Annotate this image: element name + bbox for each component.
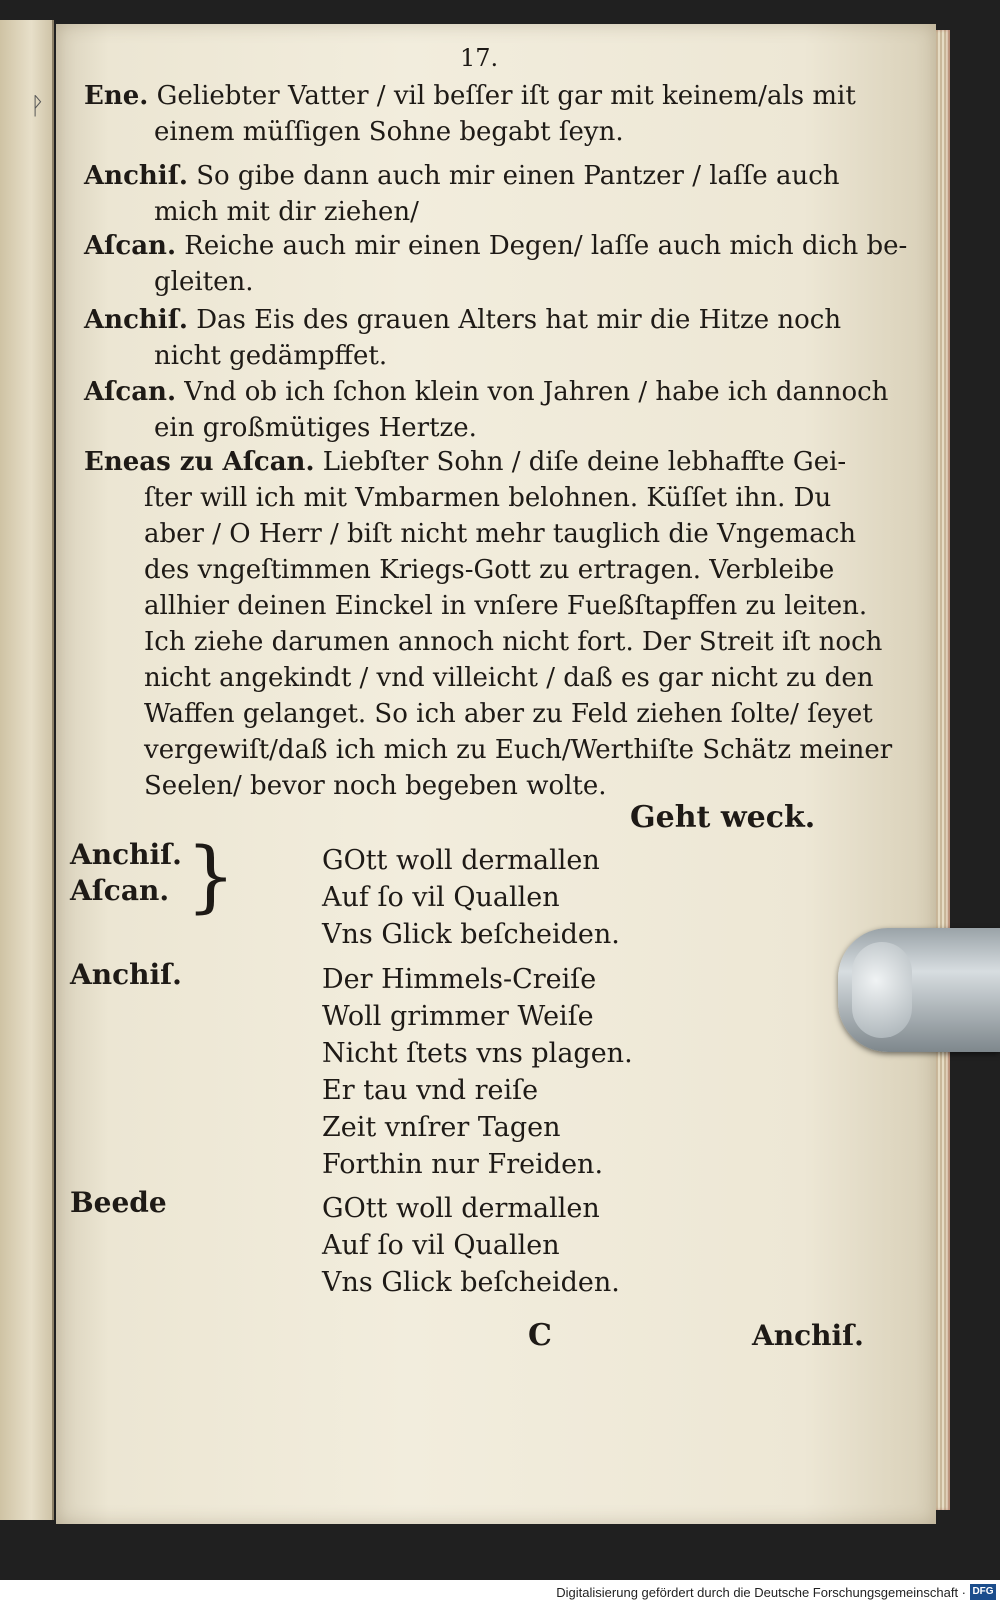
dialogue-line [84,78,856,114]
page-number: 17. [460,44,499,72]
facing-page-mark: ᚹ [30,92,45,120]
dialogue-line [154,114,624,150]
dialogue-text: aber / O Herr / biſt nicht mehr tauglich die Vngemach [144,519,857,549]
signature-mark: C [528,1318,552,1353]
dialogue-line [144,696,873,732]
verse-speaker: Anchiſ. [70,958,182,991]
dialogue-text: ein großmütiges Hertze. [154,413,477,443]
dialogue-line [144,660,873,696]
dialogue-text: mich mit dir ziehen/ [154,197,419,227]
dialogue-text: vergewiſt/daß ich mich zu Euch/Werthiſte Schätz meiner [144,735,893,765]
verse-line: Nicht ſtets vns plagen. [322,1038,633,1069]
dialogue-text: Reiche auch mir einen Degen/ laſſe auch mich dich be- [184,231,908,261]
verse-line: Woll grimmer Weiſe [322,1001,594,1032]
dialogue-line [144,588,867,624]
dialogue-text: allhier deinen Einckel in vnſere Fueßſtapffen zu leiten. [144,591,868,621]
dialogue-line [144,732,892,768]
dialogue-text: So gibe dann auch mir einen Pantzer / laſſe auch [196,161,840,191]
verse-line: Zeit vnſrer Tagen [322,1112,561,1143]
dialogue-line [154,264,254,300]
dialogue-line [84,228,907,264]
verse-line: Vns Glick beſcheiden. [322,1267,620,1298]
dialogue-line [154,410,477,446]
page-edge-stack [936,30,950,1510]
dialogue-text: gleiten. [154,267,254,297]
dialogue-line [144,768,607,804]
dialogue-line [144,552,834,588]
dialogue-text: Ich ziehe darumen annoch nicht fort. Der Streit iſt noch [144,627,883,657]
dialogue-text: Vnd ob ich ſchon klein von Jahren / habe ich dannoch [184,377,889,407]
page-clip [838,928,1000,1052]
facing-page-edge [0,20,54,1520]
catchword: Anchiſ. [752,1319,864,1352]
verse-line: Auf ſo vil Quallen [322,1230,560,1261]
dialogue-text: des vngeſtimmen Kriegs-Gott zu ertragen. Verbleibe [144,555,835,585]
dialogue-line [84,444,846,480]
dialogue-line [84,158,840,194]
verse-speaker: Aſcan. [70,874,170,907]
speaker-name: Anchiſ. [84,161,188,191]
clip-rivet [852,942,912,1038]
speaker-brace: } [186,832,236,922]
dialogue-line [144,480,831,516]
verse-line: Auf ſo vil Quallen [322,882,560,913]
dialogue-text: einem müſſigen Sohne begabt ſeyn. [154,117,624,147]
verse-line: Der Himmels-Creiſe [322,964,597,995]
speaker-name: Eneas zu Aſcan. [84,447,315,477]
dialogue-text: Liebſter Sohn / diſe deine lebhaffte Gei- [322,447,847,477]
verse-line: Forthin nur Freiden. [322,1149,604,1180]
dialogue-line [144,624,882,660]
verse-speaker: Anchiſ. [70,838,182,871]
dialogue-line [84,374,888,410]
verse-line: GOtt woll dermallen [322,1193,600,1224]
funding-note: Digitalisierung gefördert durch die Deutsche Forschungsgemeinschaft · [556,1585,966,1600]
dialogue-text: nicht gedämpffet. [154,341,388,371]
dialogue-text: Geliebter Vatter / vil beſſer iſt gar mit keinem/als mit [156,81,856,111]
speaker-name: Aſcan. [84,377,176,407]
dialogue-text: Waffen gelanget. So ich aber zu Feld ziehen ſolte/ ſeyet [144,699,873,729]
verse-line: Er tau vnd reiſe [322,1075,539,1106]
verse-line: GOtt woll dermallen [322,845,600,876]
dialogue-text: ſter will ich mit Vmbarmen belohnen. Küſſet ihn. Du [144,483,832,513]
verse-speaker: Beede [70,1186,167,1219]
verse-line: Vns Glick beſcheiden. [322,919,620,950]
dialogue-text: Seelen/ bevor noch begeben wolte. [144,771,607,801]
dialogue-text: Das Eis des grauen Alters hat mir die Hitze noch [196,305,842,335]
stage-direction: Geht weck. [630,800,816,835]
speaker-name: Ene. [84,81,149,111]
dialogue-line [84,302,841,338]
speaker-name: Aſcan. [84,231,176,261]
dialogue-line [154,194,419,230]
dialogue-text: nicht angekindt / vnd villeicht / daß es gar nicht zu den [144,663,874,693]
dfg-logo: DFG [970,1584,996,1600]
dialogue-line [144,516,856,552]
footer-bar [0,1580,1000,1604]
dialogue-line [154,338,387,374]
speaker-name: Anchiſ. [84,305,188,335]
